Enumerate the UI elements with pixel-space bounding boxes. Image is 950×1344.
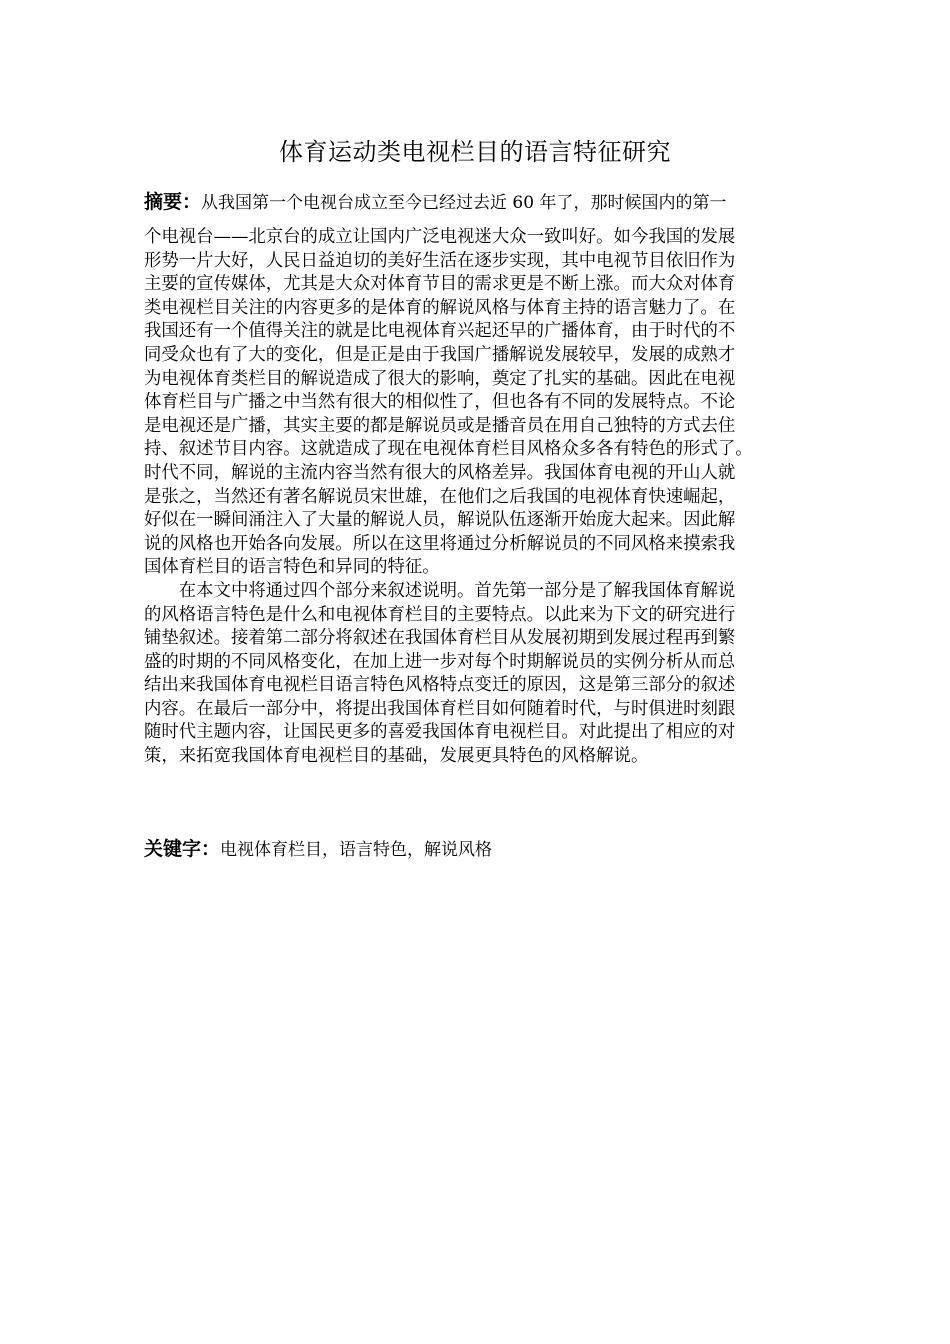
abstract-line: 随时代主题内容，让国民更多的喜爱我国体育电视栏目。对此提出了相应的对 xyxy=(144,722,736,743)
abstract-line: 内容。在最后一部分中，将提出我国体育栏目如何随着时代，与时俱进时刻跟 xyxy=(144,698,736,719)
abstract-line: 个电视台——北京台的成立让国内广泛电视迷大众一致叫好。如今我国的发展 xyxy=(144,227,736,247)
abstract-line: 的风格语言特色是什么和电视体育栏目的主要特点。以此来为下文的研究进行 xyxy=(144,604,736,625)
abstract-line: 持、叙述节目内容。这就造成了现在电视体育栏目风格众多各有特色的形式了。 xyxy=(144,439,753,460)
abstract-heading-line xyxy=(144,189,804,216)
abstract-line: 结出来我国体育电视栏目语言特色风格特点变迁的原因，这是第三部分的叙述 xyxy=(144,675,736,696)
abstract-line: 铺垫叙述。接着第二部分将叙述在我国体育栏目从发展初期到发展过程再到繁 xyxy=(144,628,736,649)
abstract-line: 好似在一瞬间涌注入了大量的解说人员，解说队伍逐渐开始庞大起来。因此解 xyxy=(144,510,736,531)
abstract-line: 体育栏目与广播之中当然有很大的相似性了，但也各有不同的发展特点。不论 xyxy=(144,392,736,413)
abstract-line: 我国还有一个值得关注的就是比电视体育兴起还早的广播体育，由于时代的不 xyxy=(144,321,736,342)
abstract-line: 是张之，当然还有著名解说员宋世雄，在他们之后我国的电视体育快速崛起， xyxy=(144,486,736,507)
abstract-first-line: 从我国第一个电视台成立至今已经过去近 60 年了，那时候国内的第一 xyxy=(201,193,727,213)
abstract-line: 说的风格也开始各向发展。所以在这里将通过分析解说员的不同风格来摸索我 xyxy=(144,533,736,554)
abstract-line: 盛的时期的不同风格变化，在加上进一步对每个时期解说员的实例分析从而总 xyxy=(144,651,736,672)
document-title: 体育运动类电视栏目的语言特征研究 xyxy=(279,138,671,166)
abstract-line: 形势一片大好，人民日益迫切的美好生活在逐步实现，其中电视节目依旧作为 xyxy=(144,250,736,271)
abstract-line: 是电视还是广播，其实主要的都是解说员或是播音员在用自己独特的方式去住 xyxy=(144,415,736,436)
abstract-label: 摘要： xyxy=(144,191,202,213)
keywords-text: 电视体育栏目，语言特色，解说风格 xyxy=(220,840,493,860)
abstract-line: 类电视栏目关注的内容更多的是体育的解说风格与体育主持的语言魅力了。在 xyxy=(144,297,736,318)
abstract-line: 策，来拓宽我国体育电视栏目的基础，发展更具特色的风格解说。 xyxy=(144,746,649,767)
abstract-line: 为电视体育类栏目的解说造成了很大的影响，奠定了扎实的基础。因此在电视 xyxy=(144,368,736,389)
keywords-line xyxy=(144,836,804,863)
abstract-line: 同受众也有了大的变化，但是正是由于我国广播解说发展较早，发展的成熟才 xyxy=(144,344,736,365)
abstract-line: 国体育栏目的语言特色和异同的特征。 xyxy=(144,557,440,578)
keywords-label: 关键字： xyxy=(144,838,221,860)
abstract-body xyxy=(144,226,812,769)
abstract-line: 时代不同，解说的主流内容当然有很大的风格差异。我国体育电视的开山人就 xyxy=(144,462,736,483)
abstract-line: 在本文中将通过四个部分来叙述说明。首先第一部分是了解我国体育解说 xyxy=(144,580,736,601)
abstract-line: 主要的宣传媒体，尤其是大众对体育节目的需求更是不断上涨。而大众对体育 xyxy=(144,274,736,295)
